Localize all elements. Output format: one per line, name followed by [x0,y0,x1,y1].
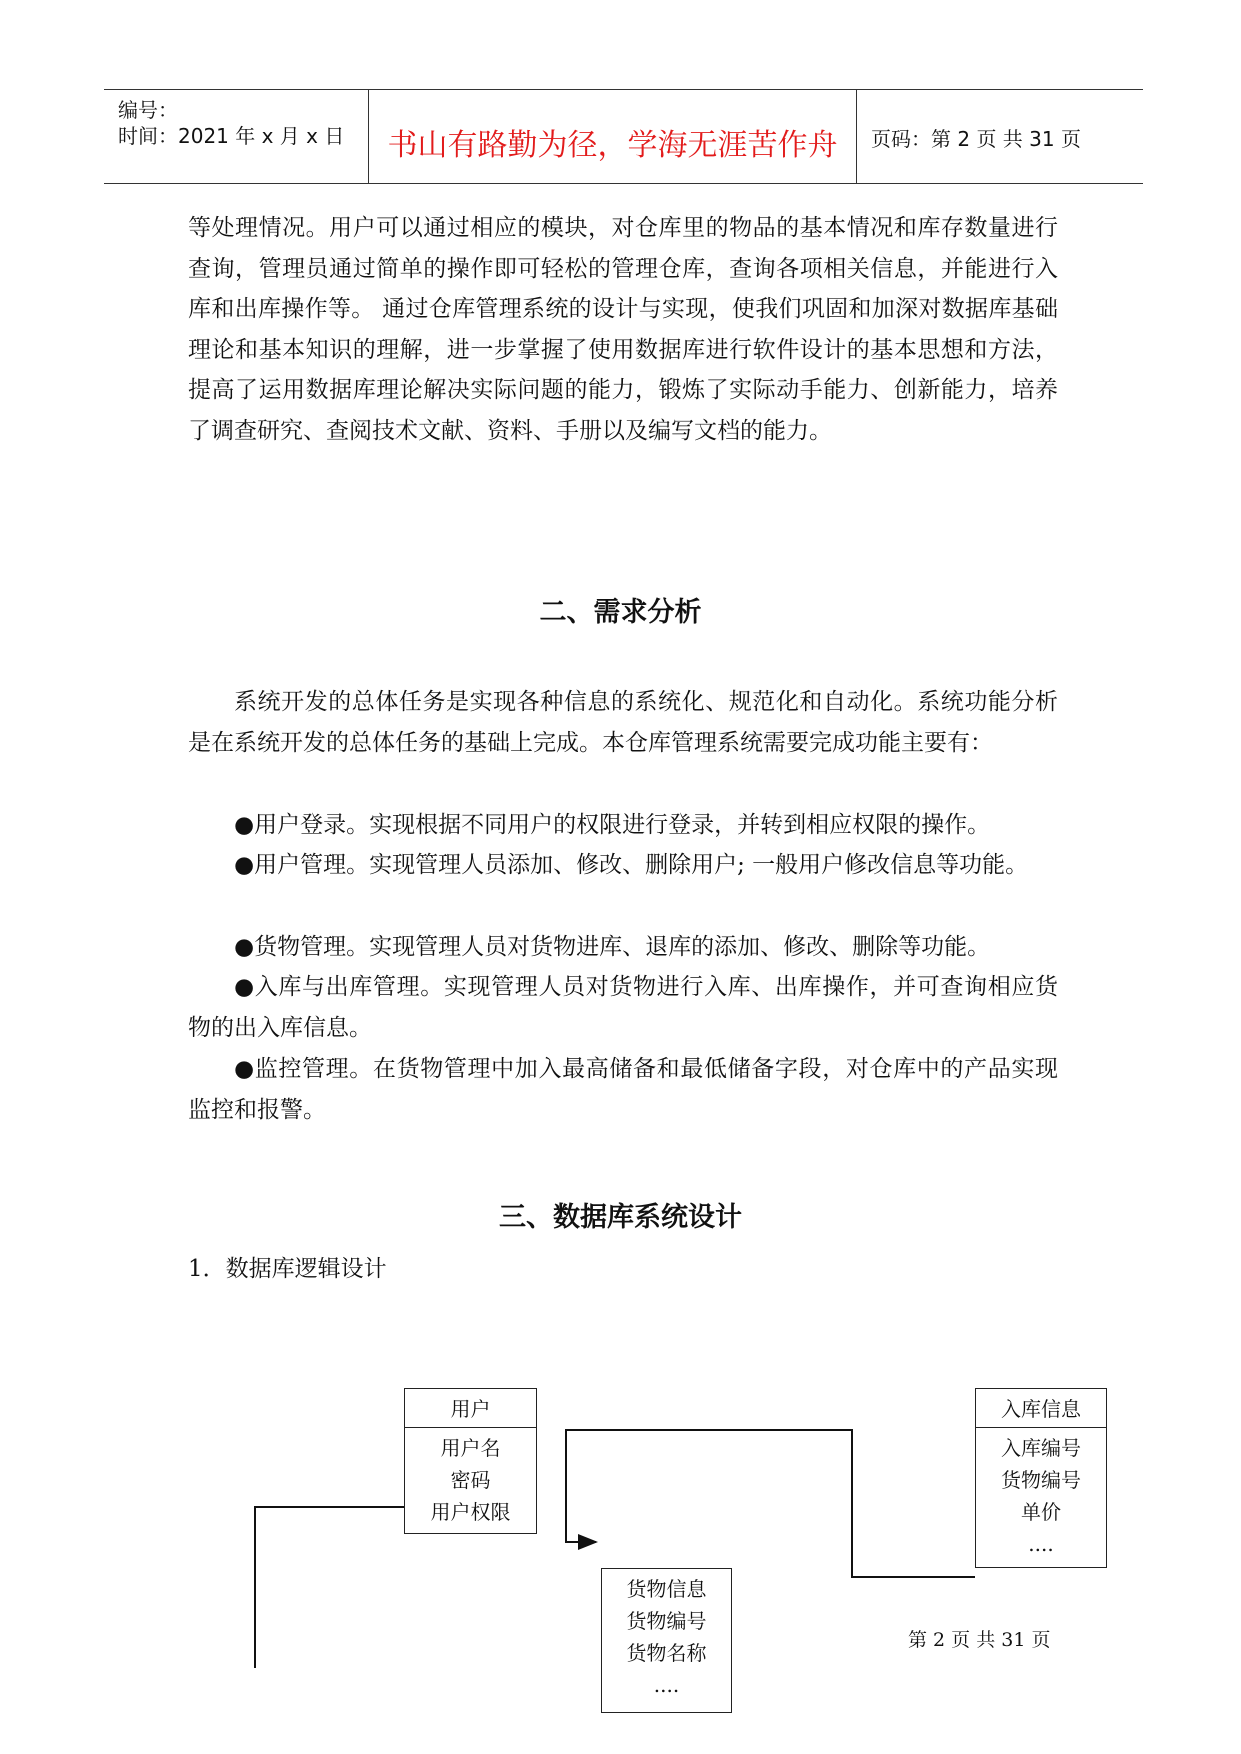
requirement-item-inout-management: ●入库与出库管理。实现管理人员对货物进行入库、出库操作，并可查询相应货物的出入库信息。 [188,974,1058,1041]
requirement-item-login: ●用户登录。实现根据不同用户的权限进行登录，并转到相应权限的操作。 [234,812,991,838]
user-field-username: 用户名 [440,1436,501,1460]
requirement-item-user-management: ●用户管理。实现管理人员添加、修改、删除用户; 一般用户修改信息等功能。 [234,852,1029,878]
document-time-label: 时间：2021 年 x 月 x 日 [118,124,345,148]
inbound-field-goods-id: 货物编号 [1001,1468,1081,1492]
inbound-field-id: 入库编号 [1001,1436,1081,1460]
goods-field-name: 货物名称 [626,1641,707,1665]
inbound-to-goods-arrow [566,1430,975,1577]
user-entity-box [404,1388,537,1534]
inbound-entity-box [975,1388,1107,1568]
goods-field-info: 货物信息 [626,1577,707,1601]
user-field-password: 密码 [450,1468,491,1492]
inbound-field-unit-price: 单价 [1021,1500,1061,1524]
logical-design-subheading: 1．数据库逻辑设计 [188,1256,387,1282]
inbound-field-more: .... [1028,1532,1054,1556]
footer-page-number: 第 2 页 共 31 页 [908,1629,1051,1651]
requirements-intro: 系统开发的总体任务是实现各种信息的系统化、规范化和自动化。系统功能分析是在系统开发的总体任务的基础上完成。本仓库管理系统需要完成功能主要有： [188,689,1058,756]
user-left-connector [255,1507,404,1668]
goods-entity-box [601,1568,732,1713]
document-number-label: 编号： [118,98,178,122]
inbound-entity-title: 入库信息 [976,1389,1106,1428]
goods-field-id: 货物编号 [626,1609,707,1633]
goods-field-more: .... [653,1673,680,1697]
requirement-item-goods-management: ●货物管理。实现管理人员对货物进库、退库的添加、修改、删除等功能。 [234,934,991,960]
section-3-title: 三、数据库系统设计 [499,1202,742,1233]
section-2-title: 二、需求分析 [539,597,702,628]
header-page-number: 页码：第 2 页 共 31 页 [871,127,1081,151]
user-field-permission: 用户权限 [430,1500,511,1524]
intro-paragraph: 等处理情况。用户可以通过相应的模块，对仓库里的物品的基本情况和库存数量进行查询，管理员通过简单的操作即可轻松的管理仓库，查询各项相关信息，并能进行入库和出库操作等。 通过仓库管理系统的设计与实现，使我们巩固和加深对数据库基础理论和基本知识的理解，进一步掌握了使用数据库进行软件设计的基本思想和方法，提高了运用数据库理论解决实际问题的能力，锻炼了实际动手能力、创新能力，培养了调查研究、查阅技术文献、资料、手册以及编写文档的能力。 [188,215,1058,444]
header-motto: 书山有路勤为径，学海无涯苦作舟 [387,128,838,163]
requirement-item-monitoring: ●监控管理。在货物管理中加入最高储备和最低储备字段，对仓库中的产品实现监控和报警。 [188,1056,1058,1123]
user-entity-title: 用户 [405,1389,536,1428]
